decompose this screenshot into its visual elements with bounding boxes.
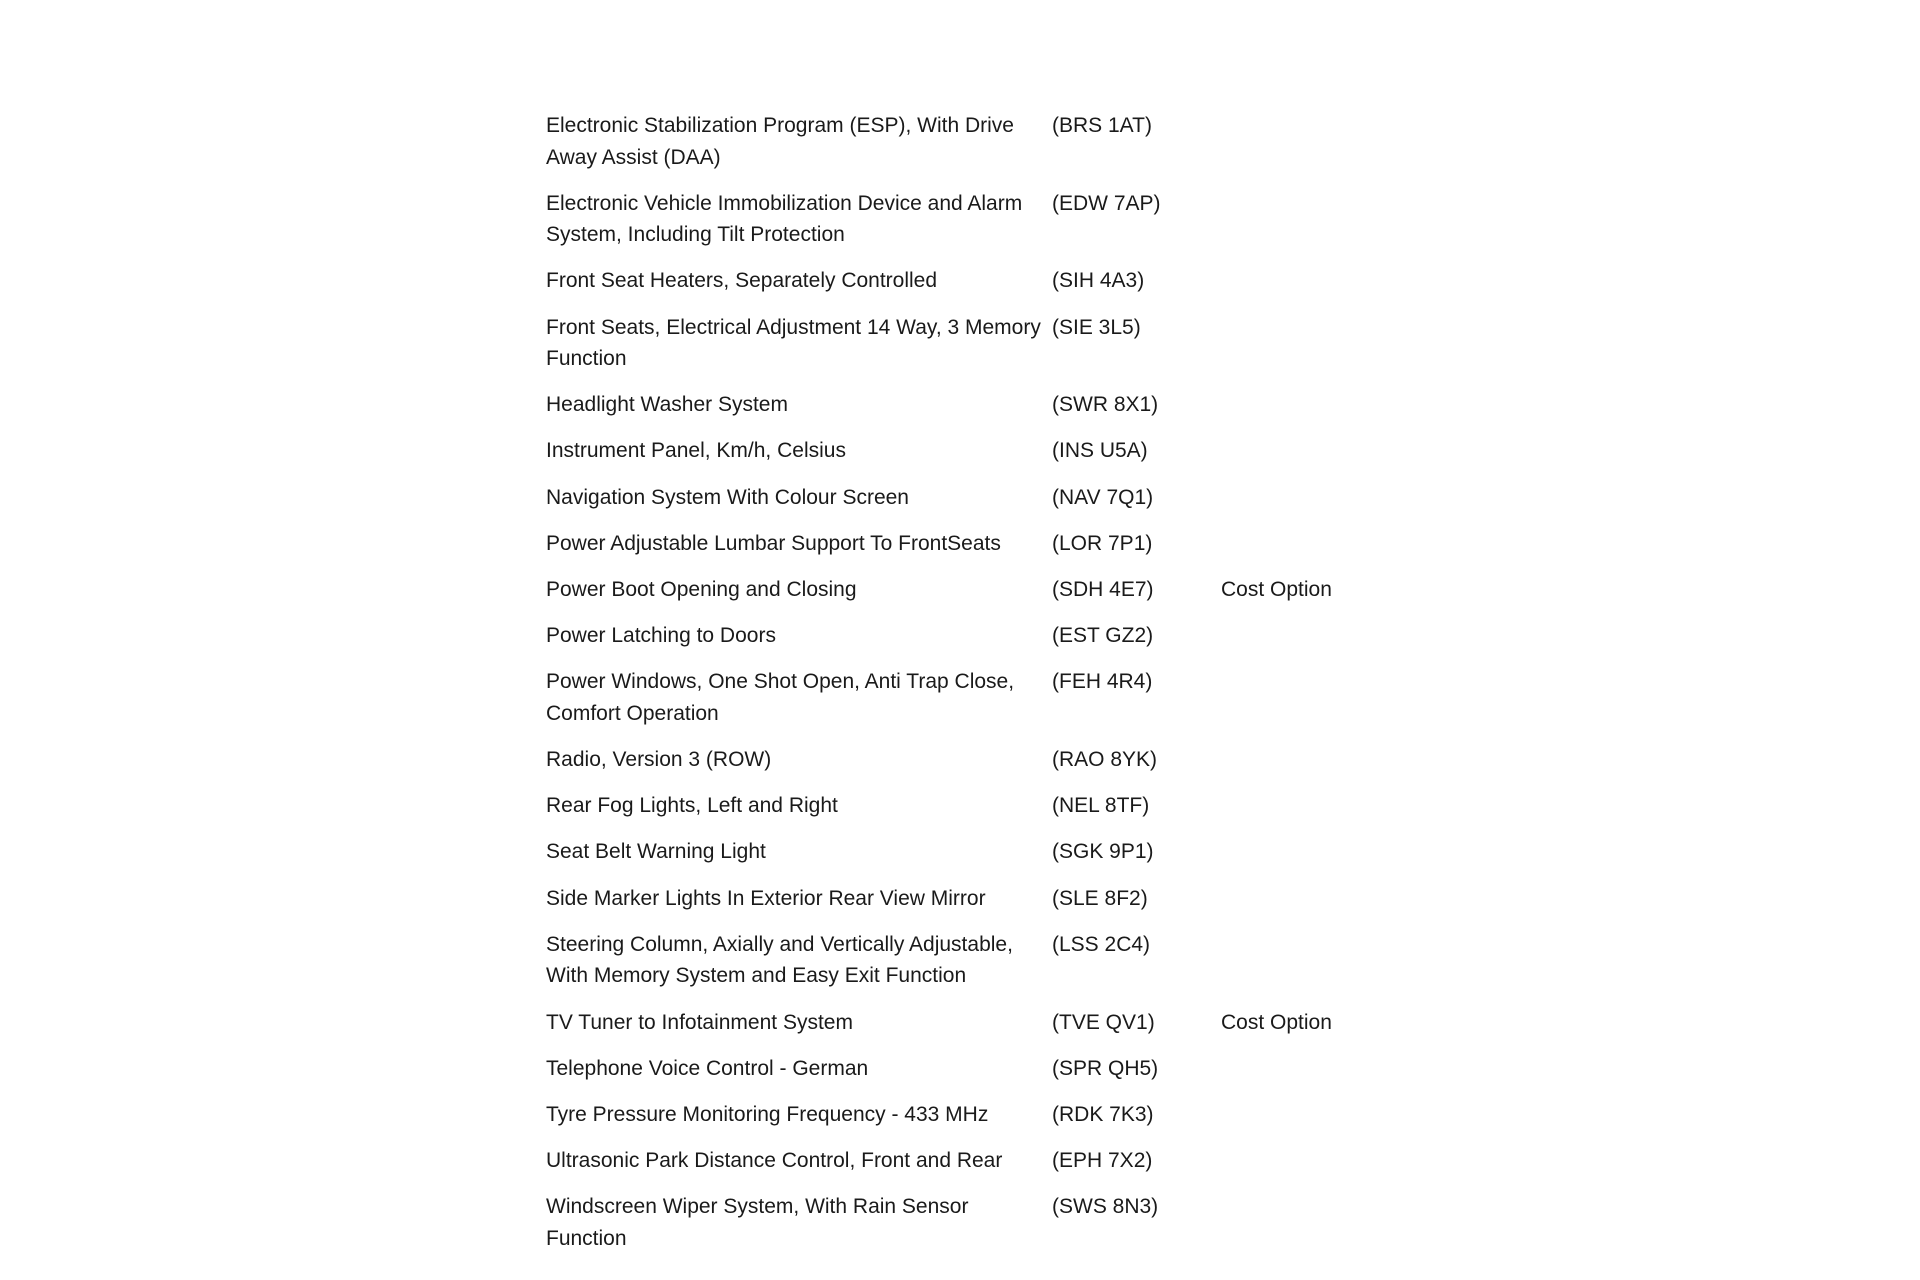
- option-code: (NEL 8TF): [1052, 794, 1150, 818]
- option-row: [546, 574, 1446, 606]
- option-row: [546, 1191, 1446, 1254]
- option-row: [546, 312, 1446, 375]
- option-description: Windscreen Wiper System, With Rain Sensor Function: [546, 1195, 969, 1250]
- option-row: [546, 110, 1446, 173]
- option-code: (LSS 2C4): [1052, 932, 1151, 956]
- option-description: Steering Column, Axially and Vertically Adjustable, With Memory System and Easy Exit Function: [546, 932, 1013, 988]
- option-code: (NAV 7Q1): [1052, 485, 1154, 509]
- option-description: Power Windows, One Shot Open, Anti Trap Close, Comfort Operation: [546, 670, 1015, 725]
- option-code: (SGK 9P1): [1052, 840, 1154, 864]
- option-note: Cost Option: [1221, 1010, 1332, 1034]
- option-description: Power Latching to Doors: [546, 624, 776, 648]
- option-code: (RDK 7K3): [1052, 1102, 1154, 1126]
- option-description: Telephone Voice Control - German: [546, 1056, 869, 1080]
- option-description: Power Boot Opening and Closing: [546, 578, 857, 601]
- option-row: [546, 836, 1446, 868]
- option-row: [546, 528, 1446, 560]
- option-code: (LOR 7P1): [1052, 531, 1153, 555]
- option-code: (EST GZ2): [1052, 624, 1154, 648]
- option-description: Front Seats, Electrical Adjustment 14 Way, 3 Memory Function: [546, 315, 1041, 371]
- option-row: [546, 389, 1446, 421]
- option-description: Rear Fog Lights, Left and Right: [546, 794, 838, 818]
- option-row: [546, 435, 1446, 467]
- option-row: [546, 929, 1446, 992]
- option-row: [546, 1145, 1446, 1177]
- option-code: (SDH 4E7): [1052, 578, 1154, 601]
- option-row: [546, 790, 1446, 822]
- option-description: Headlight Washer System: [546, 393, 788, 417]
- option-description: Side Marker Lights In Exterior Rear View Mirror: [546, 886, 986, 910]
- option-description: Electronic Vehicle Immobilization Device and Alarm System, Including Tilt Protection: [546, 191, 1023, 247]
- option-row: [546, 482, 1446, 514]
- option-description: Instrument Panel, Km/h, Celsius: [546, 439, 846, 463]
- option-code: (EPH 7X2): [1052, 1149, 1153, 1173]
- option-code: (SWR 8X1): [1052, 393, 1159, 417]
- option-code: (RAO 8YK): [1052, 748, 1158, 772]
- option-row: [546, 188, 1446, 251]
- equipment-options-list: [546, 110, 1446, 1269]
- option-description: Tyre Pressure Monitoring Frequency - 433 MHz: [546, 1102, 989, 1126]
- option-description: TV Tuner to Infotainment System: [546, 1010, 853, 1034]
- option-code: (TVE QV1): [1052, 1010, 1155, 1034]
- option-code: (SWS 8N3): [1052, 1195, 1159, 1219]
- option-description: Power Adjustable Lumbar Support To FrontSeats: [546, 531, 1001, 555]
- option-description: Electronic Stabilization Program (ESP), With Drive Away Assist (DAA): [546, 114, 1014, 169]
- option-note: Cost Option: [1221, 578, 1332, 601]
- option-description: Navigation System With Colour Screen: [546, 485, 909, 509]
- option-code: (SIH 4A3): [1052, 269, 1145, 293]
- option-code: (EDW 7AP): [1052, 191, 1161, 215]
- option-row: [546, 265, 1446, 297]
- option-description: Radio, Version 3 (ROW): [546, 748, 772, 772]
- option-code: (SLE 8F2): [1052, 886, 1148, 910]
- option-code: (INS U5A): [1052, 439, 1148, 463]
- option-row: [546, 1007, 1446, 1039]
- option-code: (FEH 4R4): [1052, 670, 1153, 694]
- option-code: (BRS 1AT): [1052, 114, 1152, 137]
- option-row: [546, 620, 1446, 652]
- option-description: Ultrasonic Park Distance Control, Front and Rear: [546, 1149, 1003, 1173]
- option-description: Front Seat Heaters, Separately Controlled: [546, 269, 938, 293]
- option-code: (SIE 3L5): [1052, 315, 1141, 339]
- option-row: [546, 1099, 1446, 1131]
- option-description: Seat Belt Warning Light: [546, 840, 766, 864]
- option-row: [546, 744, 1446, 776]
- option-row: [546, 666, 1446, 729]
- option-row: [546, 1053, 1446, 1085]
- option-row: [546, 883, 1446, 915]
- option-code: (SPR QH5): [1052, 1056, 1159, 1080]
